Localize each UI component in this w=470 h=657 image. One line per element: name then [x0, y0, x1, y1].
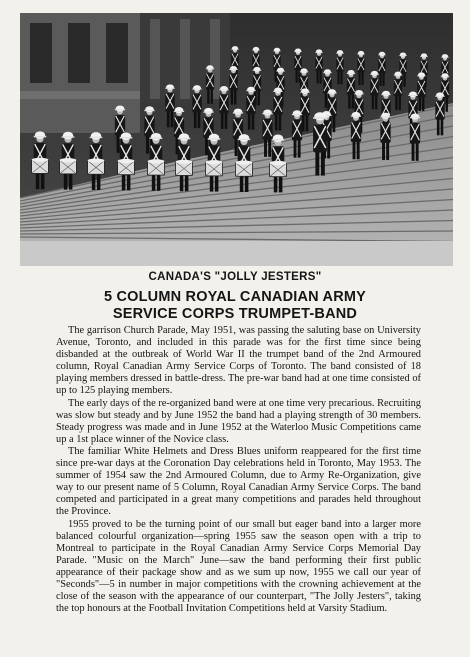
paragraph-1: The garrison Church Parade, May 1951, was passing the saluting base on University Avenue, Toronto, and included in this parade was for the first time since being disbanded at the outbreak of World War II the trumpet band of the 2nd Armoured column, Royal Canadian Army Service Corps of Toronto. The band consisted of 18 playing members dressed in battle-dress. The pre-war band had at one time consisted of up to 125 playing members.	[56, 325, 421, 397]
photo-caption: CANADA'S "JOLLY JESTERS"	[148, 271, 322, 283]
paragraph-3: The familiar White Helmets and Dress Blues uniform reappeared for the first time since pre-war days at the Coronation Day celebrations held in Toronto, May 1953. The summer of 1954 saw the 2nd Armoured Column, due to Army Re-Organization, give way to our present name of 5 Column, Royal Canadian Army Service Corps. The band competed and participated in a great many competitions and parades held throughout the Province.	[56, 445, 421, 518]
article-body	[56, 325, 421, 615]
title-line-2: SERVICE CORPS TRUMPET-BAND	[112, 306, 358, 322]
paragraph-4: 1955 proved to be the turning point of our small but eager band into a larger more balanced colourful organization—spring 1955 saw the season open with a trip to Montreal to participate in the Royal Canadian Army Service Corps Memorial Day Parade. "Music on the March" June—saw the band performing their first public appearance of their package show and as we sum up now, 1955 we call our year of "Seconds"—5 in number in major competitions with the crowning achievement at the close of the season with the appearance of our counterpart, "The Jolly Jesters", taking the top honours at the Football Invitation Competitions held at Varsity Stadium.	[56, 518, 421, 615]
article-title	[0, 289, 470, 323]
title-line-1: 5 COLUMN ROYAL CANADIAN ARMY	[103, 289, 367, 305]
band-photo	[20, 13, 453, 266]
paragraph-2: The early days of the re-organized band were at one time very precarious. Recruiting was slow but steady and by June 1952 the band had a playing strength of 30 members. Steady progress was made and in June 1952 at the Waterloo Music Competitions came up a 1st place winner of the Novice class.	[56, 397, 421, 445]
